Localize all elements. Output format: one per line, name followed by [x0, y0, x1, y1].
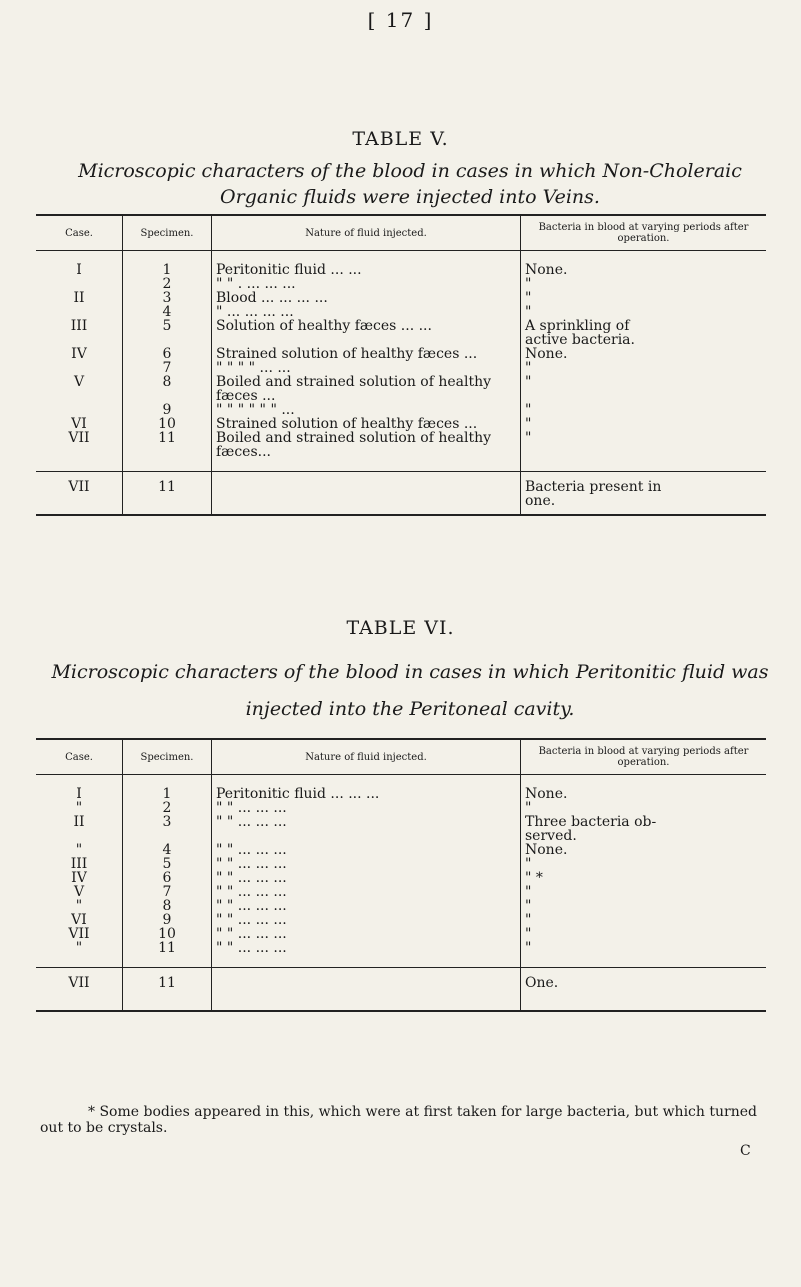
table-final-row [36, 472, 766, 516]
case-cell: III [70, 856, 88, 872]
specimen-cell [123, 829, 212, 843]
bacteria-cell: active bacteria. [521, 333, 767, 347]
table5-header-bacteria: Bacteria in blood at varying periods after operation. [521, 216, 767, 251]
final-bacteria-line1: One. [525, 975, 559, 991]
table-row [36, 375, 766, 403]
nature-cell: Strained solution of healthy fæces ... [212, 347, 521, 361]
case-cell: IV [71, 870, 87, 886]
nature-cell: Boiled and strained solution of healthy fæces ... [212, 375, 521, 403]
final-case-cell: VII [36, 968, 123, 1012]
nature-cell: Strained solution of healthy fæces ... [212, 417, 521, 431]
table-row [36, 333, 766, 347]
table6-header-bacteria: Bacteria in blood at varying periods after operation. [521, 740, 767, 775]
table6-header-case: Case. [36, 740, 123, 775]
case-cell: V [73, 884, 85, 900]
final-nature-cell [212, 968, 521, 1012]
nature-cell: " " " " ... ... [212, 361, 521, 375]
specimen-cell: 5 [123, 857, 212, 871]
bacteria-cell: None. [521, 347, 767, 361]
bacteria-cell: " [521, 403, 767, 417]
specimen-cell: 7 [123, 885, 212, 899]
nature-cell: " " ... ... ... [212, 885, 521, 899]
table5-header-nature: Nature of fluid injected. [212, 216, 521, 251]
bacteria-cell: " [521, 899, 767, 913]
nature-cell: " " ... ... ... [212, 927, 521, 941]
case-cell: IV [71, 346, 87, 362]
final-specimen-cell: 11 [123, 968, 212, 1012]
case-cell [36, 305, 123, 319]
case-cell [36, 361, 123, 375]
specimen-cell: 4 [123, 305, 212, 319]
specimen-cell: 7 [123, 361, 212, 375]
nature-cell: " " ... ... ... [212, 843, 521, 857]
table-row [36, 843, 766, 857]
case-cell [36, 403, 123, 417]
case-cell [36, 829, 123, 843]
specimen-cell: 6 [123, 871, 212, 885]
table-row [36, 361, 766, 375]
specimen-cell: 2 [123, 801, 212, 815]
table-row [36, 263, 766, 277]
bacteria-cell: " [521, 305, 767, 319]
specimen-cell: 8 [123, 375, 212, 403]
nature-cell [212, 333, 521, 347]
bacteria-cell: " [521, 857, 767, 871]
case-cell: VI [71, 416, 87, 432]
bacteria-cell: " [521, 941, 767, 955]
case-cell: VI [71, 912, 87, 928]
table-row [36, 347, 766, 361]
bacteria-cell: " [521, 801, 767, 815]
bacteria-cell: " [521, 927, 767, 941]
table-row [36, 291, 766, 305]
table5 [36, 216, 766, 516]
final-case-cell: VII [36, 472, 123, 516]
bacteria-cell: " [521, 885, 767, 899]
final-bacteria-cell [521, 472, 767, 516]
bacteria-cell: " [521, 375, 767, 403]
specimen-cell: 1 [123, 787, 212, 801]
case-cell: II [73, 814, 85, 830]
case-cell: III [70, 318, 88, 334]
table6 [36, 740, 766, 1012]
bacteria-cell: " [521, 361, 767, 375]
table-row [36, 319, 766, 333]
specimen-cell: 6 [123, 347, 212, 361]
bacteria-cell: " [521, 277, 767, 291]
bacteria-cell: " [521, 913, 767, 927]
footnote: * Some bodies appeared in this, which were at first taken for large bacteria, but which turned out to be crystals. [40, 1104, 757, 1136]
table5-header-case: Case. [36, 216, 123, 251]
nature-cell: " " . ... ... ... [212, 277, 521, 291]
case-cell: " [75, 842, 83, 858]
table-row [36, 815, 766, 829]
nature-cell: Boiled and strained solution of healthy fæces... [212, 431, 521, 459]
specimen-cell: 11 [123, 941, 212, 955]
nature-cell: " " ... ... ... [212, 857, 521, 871]
nature-cell: " " ... ... ... [212, 941, 521, 955]
case-cell: " [75, 940, 83, 956]
case-cell: VII [68, 430, 90, 446]
bacteria-cell: " [521, 431, 767, 459]
nature-cell: " " ... ... ... [212, 899, 521, 913]
nature-cell: Peritonitic fluid ... ... [212, 263, 521, 277]
nature-cell: Blood ... ... ... ... [212, 291, 521, 305]
final-bacteria-cell [521, 968, 767, 1012]
table-row [36, 927, 766, 941]
table-row [36, 913, 766, 927]
nature-cell: " " ... ... ... [212, 913, 521, 927]
table-row [36, 431, 766, 459]
table-row [36, 787, 766, 801]
specimen-cell: 1 [123, 263, 212, 277]
case-cell: I [76, 262, 82, 278]
specimen-cell: 4 [123, 843, 212, 857]
table-row [36, 417, 766, 431]
nature-cell: " " " " " " ... [212, 403, 521, 417]
final-specimen-cell: 11 [123, 472, 212, 516]
case-cell: " [75, 898, 83, 914]
specimen-cell: 3 [123, 815, 212, 829]
nature-cell: Peritonitic fluid ... ... ... [212, 787, 521, 801]
case-cell: " [75, 800, 83, 816]
table5-subtitle-line2: Organic fluids were injected into Veins. [220, 186, 600, 208]
case-cell: VII [68, 926, 90, 942]
bacteria-cell: None. [521, 263, 767, 277]
table5-header-specimen: Specimen. [123, 216, 212, 251]
table-row [36, 941, 766, 955]
table5-subtitle-line1: Microscopic characters of the blood in cases in which Non-Choleraic [78, 160, 742, 182]
table-row [36, 899, 766, 913]
bacteria-cell: Three bacteria ob- [521, 815, 767, 829]
table5-title: TABLE V. [352, 128, 449, 150]
specimen-cell: 8 [123, 899, 212, 913]
table-row [36, 857, 766, 871]
bacteria-cell: None. [521, 787, 767, 801]
bacteria-cell: " [521, 291, 767, 305]
nature-cell: " " ... ... ... [212, 801, 521, 815]
case-cell: I [76, 786, 82, 802]
final-bacteria-line1: Bacteria present in [525, 479, 662, 495]
final-bacteria-line2: one. [525, 493, 556, 509]
specimen-cell: 5 [123, 319, 212, 333]
specimen-cell: 11 [123, 431, 212, 459]
case-cell: V [73, 374, 85, 390]
table-row [36, 801, 766, 815]
nature-cell: " " ... ... ... [212, 871, 521, 885]
nature-cell: Solution of healthy fæces ... ... [212, 319, 521, 333]
case-cell [36, 277, 123, 291]
nature-cell [212, 829, 521, 843]
table-row [36, 871, 766, 885]
case-cell: II [73, 290, 85, 306]
specimen-cell: 2 [123, 277, 212, 291]
page-number: [ 17 ] [367, 8, 434, 32]
signature-mark: C [740, 1143, 751, 1159]
table6-subtitle-line2: injected into the Peritoneal cavity. [245, 698, 575, 720]
table6-title: TABLE VI. [346, 617, 455, 639]
table-row [36, 885, 766, 899]
bacteria-cell: A sprinkling of [521, 319, 767, 333]
table6-subtitle-line1: Microscopic characters of the blood in cases in which Peritonitic fluid was [51, 661, 769, 683]
table6-header-nature: Nature of fluid injected. [212, 740, 521, 775]
table-row [36, 403, 766, 417]
table6-header-specimen: Specimen. [123, 740, 212, 775]
bacteria-cell: " * [521, 871, 767, 885]
table-row [36, 277, 766, 291]
table-row [36, 829, 766, 843]
bacteria-cell: " [521, 417, 767, 431]
specimen-cell: 9 [123, 403, 212, 417]
specimen-cell: 9 [123, 913, 212, 927]
bacteria-cell: None. [521, 843, 767, 857]
final-nature-cell [212, 472, 521, 516]
case-cell [36, 333, 123, 347]
nature-cell: " ... ... ... ... [212, 305, 521, 319]
specimen-cell: 3 [123, 291, 212, 305]
bacteria-cell: served. [521, 829, 767, 843]
table-final-row [36, 968, 766, 1012]
specimen-cell: 10 [123, 417, 212, 431]
specimen-cell: 10 [123, 927, 212, 941]
specimen-cell [123, 333, 212, 347]
table-row [36, 305, 766, 319]
nature-cell: " " ... ... ... [212, 815, 521, 829]
